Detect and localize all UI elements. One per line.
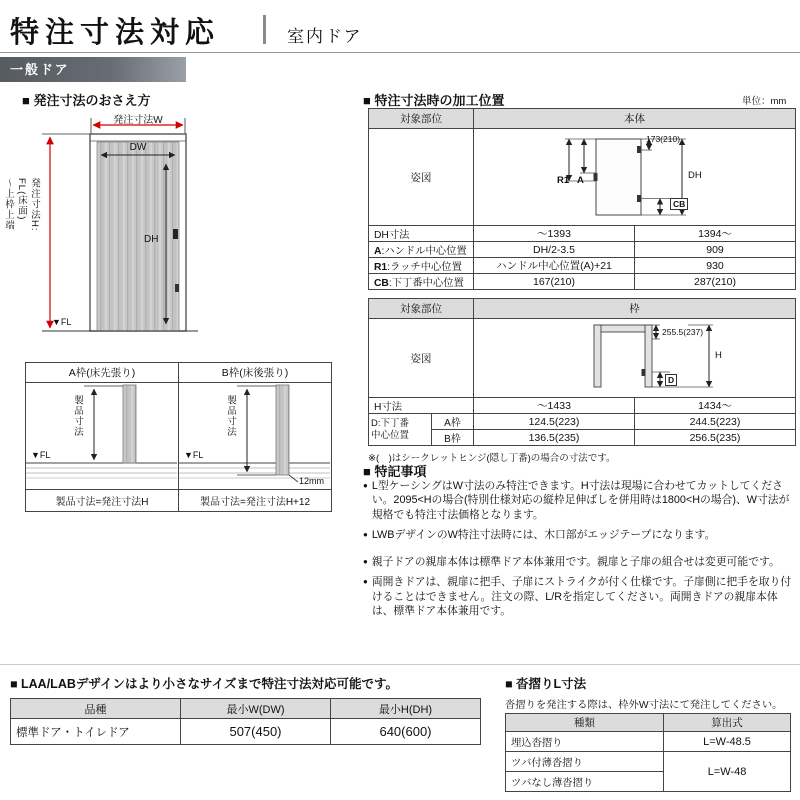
row-label: :下丁番中心位置 <box>388 278 464 289</box>
frame-d-a-v2: 244.5(223) <box>635 414 796 430</box>
frame-row-h-v1: ～1433 <box>474 398 635 414</box>
min-size-col-w: 最小W(DW) <box>181 699 331 719</box>
row-label: :ラッチ中心位置 <box>387 262 462 273</box>
body-row-a-label <box>369 242 474 258</box>
body-figure-svg <box>474 129 794 225</box>
body-row-dh-label <box>369 226 474 242</box>
body-row-cb-v2: 287(210) <box>635 274 796 290</box>
dh-dim-label: DH <box>688 170 702 181</box>
bullet-icon: ● <box>363 530 368 540</box>
body-processing-table <box>368 108 796 290</box>
min-size-table <box>10 698 481 745</box>
right-section-title: ■ 特注寸法時の加工位置 <box>363 93 505 108</box>
door-elevation-diagram <box>0 104 360 356</box>
body-row-r1-label <box>369 258 474 274</box>
b-frame-svg <box>179 383 330 489</box>
body-row-dh-v2: 1394～ <box>635 226 796 242</box>
threshold-col-formula: 算出式 <box>664 714 791 732</box>
note-item-3 <box>363 555 796 569</box>
min-size-row-type: 標準ドア・トイレドア <box>11 719 181 745</box>
category-bar <box>0 57 186 82</box>
a-dim-label: A <box>577 175 584 186</box>
threshold-type-1: 埋込沓摺り <box>506 732 664 752</box>
note-text-3: 親子ドアの親扉本体は標準ドア本体兼用です。親扉と子扉の組合せは変更可能です。 <box>371 555 780 568</box>
a-frame-svg <box>26 383 177 489</box>
body-part-header: 対象部位 <box>369 109 474 129</box>
frame-comparison-table <box>25 362 332 512</box>
note-text-1: L型ケーシングはW寸法のみ特注できます。H寸法は現場に合わせてカットしてください。2095<Hの場合(特別仕様対応の縦枠足伸ばしを併用時は1800<Hの場合)、W寸法が規格でも特注寸法価格となります。 <box>371 480 790 521</box>
frame-part-value: 枠 <box>474 299 796 319</box>
min-size-col-h: 最小H(DH) <box>331 699 481 719</box>
b-fl-label: ▼FL <box>184 450 204 460</box>
b-frame-formula: 製品寸法=発注寸法H+12 <box>179 490 332 512</box>
frame-figure-svg <box>474 319 794 397</box>
frame-d-label <box>369 414 432 446</box>
left-section-title: ■ 発注寸法のおさえ方 <box>22 93 151 108</box>
body-row-r1-v1: ハンドル中心位置(A)+21 <box>474 258 635 274</box>
frame-d-sub-a: A枠 <box>432 414 474 430</box>
a-frame-panel <box>26 383 178 489</box>
row-prefix: CB <box>374 278 389 289</box>
special-notes-list <box>363 479 796 625</box>
bullet-icon: ● <box>363 481 368 490</box>
frame-figure-caption: 姿図 <box>369 319 474 398</box>
frame-d-label-line2: 中心位置 <box>371 429 410 441</box>
threshold-type-3: ツバなし薄沓摺り <box>506 772 664 792</box>
frame-row-h-label: H寸法 <box>369 398 474 414</box>
frame-processing-table <box>368 298 796 446</box>
frame-part-header: 対象部位 <box>369 299 474 319</box>
category-label: 一般ドア <box>10 62 70 77</box>
dh-label: DH <box>144 234 159 245</box>
frame-d-b-v2: 256.5(235) <box>635 430 796 446</box>
body-figure-caption: 姿図 <box>369 129 474 226</box>
frame-d-b-v1: 136.5(235) <box>474 430 635 446</box>
threshold-caption: 沓摺りを発注する際は、枠外W寸法にて発注してください。 <box>505 700 783 711</box>
min-size-title: ■ LAA/LABデザインはより小さなサイズまで特注寸法対応可能です。 <box>10 677 399 691</box>
order-height-label <box>2 178 41 328</box>
order-width-label: 発注寸法W <box>113 115 163 126</box>
bottom-separator <box>0 664 800 665</box>
body-row-cb-label <box>369 274 474 290</box>
bullet-icon: ● <box>363 556 368 566</box>
h-dim-label: H <box>715 350 722 361</box>
d-dim-label: D <box>665 374 677 386</box>
order-height-line3: ～上枠上端 <box>3 178 14 231</box>
b-frame-panel <box>179 383 331 489</box>
b-product-dim-label: 製品寸法 <box>225 395 236 437</box>
unit-label: 単位：mm <box>742 96 787 107</box>
note-text-4: 両開きドアは、親扉に把手、子扉にストライクが付く仕様です。子扉側に把手を取り付けることはできません。注文の際、L/Rを指定してください。両開きドアの親扉本体は、標準ドア本体兼用です。 <box>371 576 792 618</box>
frame-d-a-v1: 124.5(223) <box>474 414 635 430</box>
note-item-1 <box>363 479 796 522</box>
body-figure <box>474 129 795 225</box>
page-title: 特注寸法対応 <box>10 17 221 49</box>
a-frame-header: A枠(床先張り) <box>26 363 179 383</box>
threshold-col-type: 種類 <box>506 714 664 732</box>
a-fl-label: ▼FL <box>31 450 51 460</box>
row-prefix: R1 <box>374 262 388 273</box>
frame-top-dim-label: 255.5(237) <box>662 327 704 337</box>
special-notes-title: ■ 特記事項 <box>363 464 427 479</box>
offset-12mm-label: 12mm <box>299 476 325 486</box>
bullet-icon: ● <box>363 577 368 587</box>
min-size-col-type: 品種 <box>11 699 181 719</box>
row-prefix: A <box>374 246 382 257</box>
fl-marker-label: ▼FL <box>52 317 72 327</box>
note-text-2: LWBデザインのW特注寸法時には、木口部がエッジテープになります。 <box>371 529 716 542</box>
a-product-dim-label: 製品寸法 <box>72 395 83 437</box>
threshold-formula-1: L=W-48.5 <box>664 732 791 752</box>
b-frame-header: B枠(床後張り) <box>179 363 332 383</box>
body-part-value: 本体 <box>474 109 796 129</box>
body-row-r1-v2: 930 <box>635 258 796 274</box>
header-rule <box>0 52 800 53</box>
frame-d-label-line1: D:下丁番 <box>371 418 410 430</box>
a-frame-formula: 製品寸法=発注寸法H <box>26 490 179 512</box>
body-row-dh-v1: ～1393 <box>474 226 635 242</box>
threshold-title: ■ 沓摺りL寸法 <box>505 677 587 691</box>
min-size-row-h: 640(600) <box>331 719 481 745</box>
dw-label: DW <box>129 142 147 153</box>
threshold-table <box>505 713 791 792</box>
body-row-a-v1: DH/2-3.5 <box>474 242 635 258</box>
body-row-a-v2: 909 <box>635 242 796 258</box>
top-hinge-dim-label: 173(210) <box>646 134 681 144</box>
note-item-4 <box>363 575 796 618</box>
note-item-2 <box>363 528 796 542</box>
min-size-row-w: 507(450) <box>181 719 331 745</box>
frame-table-note: ※( )はシークレットヒンジ(隠し丁番)の場合の寸法です。 <box>368 453 616 464</box>
row-label: :ハンドル中心位置 <box>381 246 467 257</box>
body-row-cb-v1: 167(210) <box>474 274 635 290</box>
row-label: DH寸法 <box>374 230 410 241</box>
title-divider <box>263 15 266 44</box>
page-subtitle: 室内ドア <box>287 27 363 46</box>
frame-d-sub-b: B枠 <box>432 430 474 446</box>
r1-dim-label: R1 <box>557 175 570 186</box>
threshold-formula-23: L=W-48 <box>664 752 791 792</box>
threshold-type-2: ツバ付薄沓摺り <box>506 752 664 772</box>
order-height-line2: FL(床面) <box>16 178 27 221</box>
frame-row-h-v2: 1434～ <box>635 398 796 414</box>
cb-dim-label: CB <box>670 198 688 210</box>
frame-figure <box>474 319 795 397</box>
order-height-line1: 発注寸法H: <box>29 178 40 232</box>
